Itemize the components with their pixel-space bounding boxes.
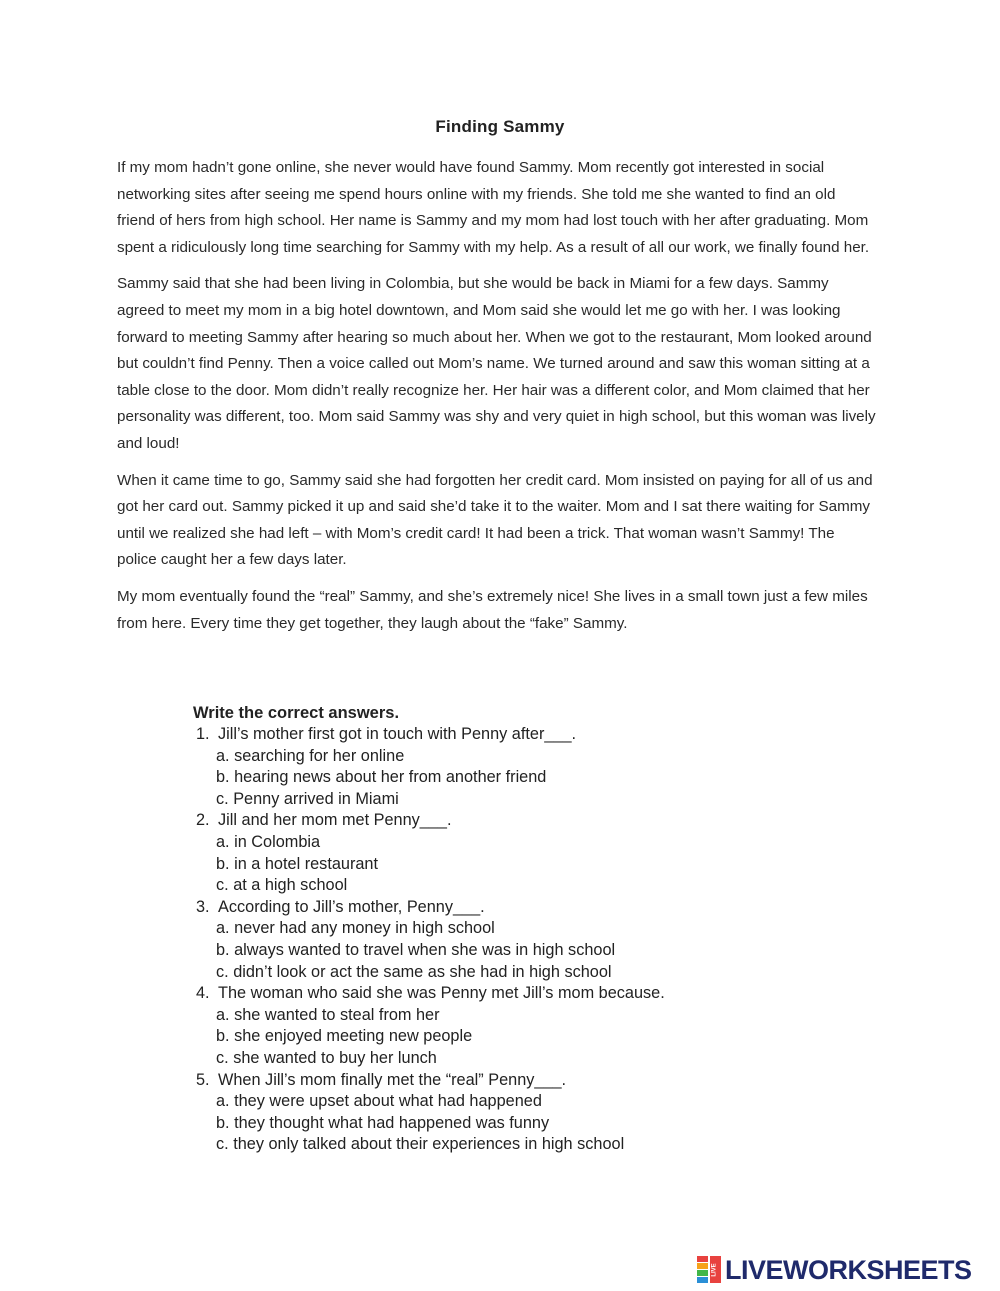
- question-number: 3.: [196, 897, 210, 916]
- question-item: [193, 724, 813, 810]
- question-text: The woman who said she was Penny met Jill’s mom because.: [218, 984, 665, 1003]
- question-text: When Jill’s mom finally met the “real” Penny___.: [218, 1070, 567, 1089]
- answer-option[interactable]: b. hearing news about her from another friend: [216, 768, 547, 787]
- question-stem: [193, 1070, 813, 1092]
- question-text: According to Jill’s mother, Penny___.: [218, 897, 485, 916]
- question-number: 1.: [196, 725, 210, 743]
- answer-option[interactable]: c. didn’t look or act the same as she had in high school: [216, 962, 612, 981]
- question-item: [193, 1070, 813, 1156]
- story-paragraph: If my mom hadn’t gone online, she never would have found Sammy. Mom recently got interested in social networking sites after seeing me spend hours online with my friends. She told me she wanted to find an old friend of hers from high school. Her name is Sammy and my mom had lost touch with her after graduating. Mom spent a ridiculously long time searching for Sammy with my help. As a result of all our work, we finally found her.: [117, 159, 870, 256]
- question-stem: [193, 897, 813, 919]
- story-paragraph: Sammy said that she had been living in Colombia, but she would be back in Miami for a few days. Sammy agreed to meet my mom in a big hotel downtown, and Mom said she would let me go with her. I was looking forward to meeting Sammy after hearing so much about her. When we got to the restaurant, Mom looked around but couldn’t find Penny. Then a voice called out Mom’s name. We turned around and saw this woman sitting at a table close to the door. Mom didn’t really recognize her. Her hair was a different color, and Mom claimed that her personality was different, too. Mom said Sammy was shy and very quiet in high school, but this woman was lively and loud!: [117, 275, 876, 452]
- answer-option[interactable]: a. never had any money in high school: [216, 919, 495, 938]
- answer-option[interactable]: c. at a high school: [216, 876, 348, 895]
- question-item: [193, 983, 813, 1069]
- answer-option[interactable]: c. they only talked about their experiences in high school: [216, 1135, 625, 1154]
- answer-option[interactable]: a. they were upset about what had happened: [216, 1092, 542, 1111]
- page-title: Finding Sammy: [435, 117, 565, 136]
- answer-option[interactable]: a. she wanted to steal from her: [216, 1005, 440, 1024]
- question-stem: [193, 983, 813, 1005]
- question-number: 5.: [196, 1070, 210, 1089]
- question-item: [193, 897, 813, 983]
- questions-section: [193, 702, 813, 1156]
- question-text: Jill and her mom met Penny___.: [218, 811, 452, 830]
- logo-blocks-icon: [697, 1256, 723, 1284]
- logo-text: LIVEWORKSHEETS: [725, 1255, 972, 1285]
- answer-option[interactable]: b. she enjoyed meeting new people: [216, 1027, 473, 1046]
- story-body: [117, 155, 877, 647]
- question-item: [193, 810, 813, 896]
- question-stem: [193, 724, 813, 746]
- question-number: 4.: [196, 984, 210, 1003]
- answer-option[interactable]: c. she wanted to buy her lunch: [216, 1048, 437, 1067]
- story-paragraph: My mom eventually found the “real” Sammy, and she’s extremely nice! She lives in a small town just a few miles from here. Every time they get together, they laugh about the “fake” Sammy.: [117, 587, 868, 632]
- story-paragraph: When it came time to go, Sammy said she had forgotten her credit card. Mom insisted on paying for all of us and got her card out. Sammy picked it up and said she’d take it to the waiter. Mom and I sat there waiting for Sammy until we realized she had left – with Mom’s credit card! It had been a trick. That woman wasn’t Sammy! The police caught her a few days later.: [117, 471, 873, 569]
- answer-option[interactable]: b. in a hotel restaurant: [216, 854, 379, 873]
- question-text: Jill’s mother first got in touch with Penny after___.: [218, 725, 577, 743]
- questions-heading: Write the correct answers.: [193, 704, 400, 722]
- answer-option[interactable]: c. Penny arrived in Miami: [216, 789, 399, 808]
- answer-option[interactable]: b. always wanted to travel when she was in high school: [216, 940, 616, 959]
- logo-mark-text: LIVE: [711, 1263, 718, 1277]
- answer-option[interactable]: b. they thought what had happened was funny: [216, 1113, 550, 1132]
- liveworksheets-logo[interactable]: [697, 1255, 972, 1285]
- answer-option[interactable]: a. searching for her online: [216, 746, 405, 765]
- question-list: [193, 724, 813, 1156]
- answer-option[interactable]: a. in Colombia: [216, 832, 321, 851]
- question-stem: [193, 810, 813, 832]
- question-number: 2.: [196, 811, 210, 830]
